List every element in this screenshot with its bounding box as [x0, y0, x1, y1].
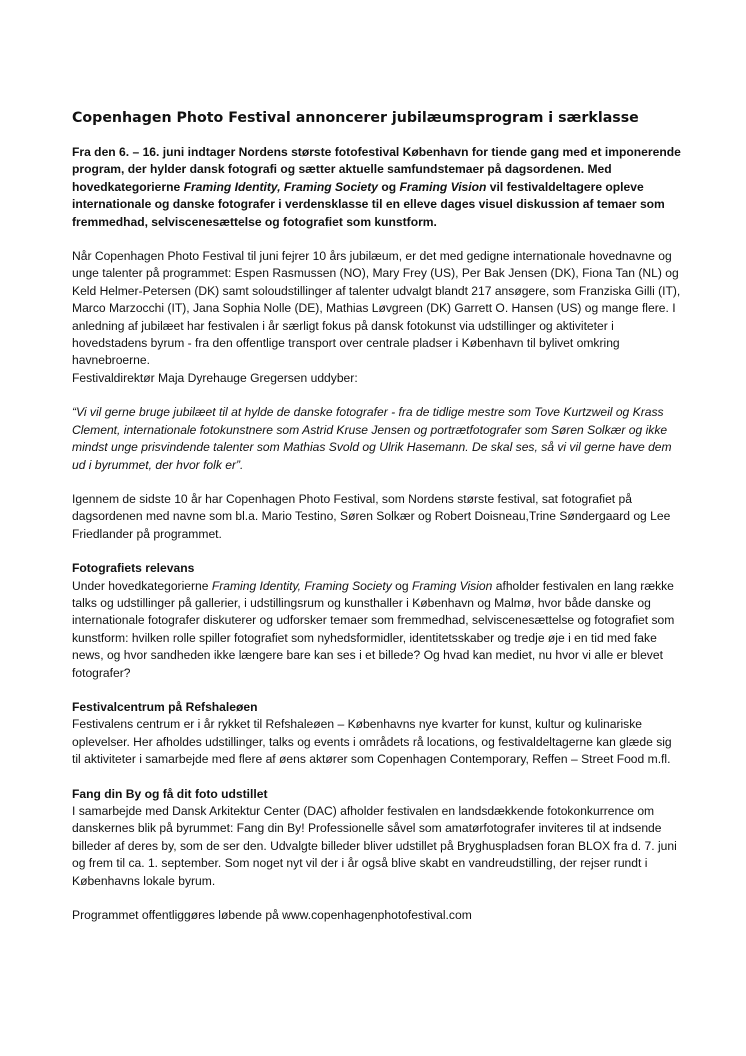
director-line: Festivaldirektør Maja Dyrehauge Gregersen uddyber: — [72, 370, 358, 385]
lead-text-1: Fra den 6. – 16. juni indtager Nordens største fotofestival København for tiende gang med et imponerende program, der hylder dansk fotografi og sætter aktuelle samfundstemaer på dagsordenen. Med hovedkategorierne — [72, 145, 681, 194]
relevance-paragraph — [72, 578, 682, 682]
relevance-heading: Fotografiets relevans — [72, 561, 195, 576]
centre-section — [72, 699, 682, 769]
lead-paragraph — [72, 144, 682, 231]
intro-paragraph: Når Copenhagen Photo Festival til juni fejrer 10 års jubilæum, er det med gedigne internationale hovednavne og unge talenter på programmet: Espen Rasmussen (NO), Mary Frey (US), Per Bak Jensen (DK), Fiona Tan (NL) og Keld Helmer-Petersen (DK) samt soloudstillinger af talenter udvalgt blandt 217 ansøgere, som Franziska Gilli (IT), Marco Marzocchi (IT), Jana Sophia Nolle (DE), Mathias Løvgreen (DK) Garrett O. Hansen (US) og mange flere. I anledning af jubilæet har festivalen i år særligt fokus på dansk fotokunst via udstillinger og aktiviteter i hovedstadens byrum - fra den offentlige transport over centrale pladser i København til bylivet omkring havnebroerne. — [72, 249, 681, 368]
lead-text-2: vil festivaldeltagere opleve internationale og danske fotografer i verdensklasse til en elleve dages visuel diskussion af temaer som fremmedhad, selviscenesættelse og fotografiet som kunstform. — [72, 179, 665, 229]
lead-categories: Framing Identity, Framing Society — [183, 179, 379, 194]
relevance-post: afholder festivalen en lang række talks og udstillinger på gallerier, i udstillingsrum og kunsthaller i København og Malmø, hvor både danske og internationale fotografer diskuterer og udforsker temaer som fremmedhad, selviscenesættelse og fotografiet som kunstform: hvilken rolle spiller fotografiet som nyhedsformidler, identitetsskaber og tredje øje i en tid med fake news, og hvor sandheden ikke længere bare kan ses i et billede? Og hvad kan mediet, nu hvor vi alle er blevet fotografer? — [72, 578, 675, 680]
relevance-vision: Framing Vision — [411, 578, 493, 593]
history-paragraph: Igennem de sidste 10 år har Copenhagen Photo Festival, som Nordens største festival, sat fotografiet på dagsordenen med navne som bl.a. Mario Testino, Søren Solkær og Robert Doisneau,Trine Søndergaard og Lee Friedlander på programmet. — [72, 491, 671, 541]
director-quote: “Vi vil gerne bruge jubilæet til at hylde de danske fotografer - fra de tidlige mestre som Tove Kurtzweil og Krass Clement, internationale fotokunstnere som Astrid Kruse Jensen og portrætfotografer som Søren Solkær og ikke mindst unge prisvindende talenter som Mathias Svold og Ulrik Hasemann. De skal ses, så vi vil gerne have dem ud i byrummet, der hvor folk er”. — [72, 405, 672, 472]
centre-heading: Festivalcentrum på Refshaleøen — [72, 699, 258, 714]
lead-vision: Framing Vision — [399, 179, 487, 194]
relevance-pre: Under hovedkategorierne — [72, 578, 212, 593]
competition-section — [72, 786, 682, 890]
competition-paragraph: I samarbejde med Dansk Arkitektur Center (DAC) afholder festivalen en landsdækkende fotokonkurrence om danskernes blik på byrummet: Fang din By! Professionelle såvel som amatørfotografer inviteres til at indsende billeder af deres by, som de ser den. Udvalgte billeder bliver udstillet på Bryghuspladsen foran BLOX fra d. 7. juni og frem til ca. 1. september. Som noget nyt vil der i år også blive skabt en vandreudstilling, der rejser rundt i Københavns lokale byrum. — [72, 804, 677, 888]
footer-note: Programmet offentliggøres løbende på www.copenhagenphotofestival.com — [72, 908, 472, 923]
centre-paragraph: Festivalens centrum er i år rykket til Refshaleøen – Københavns nye kvarter for kunst, kultur og kulinariske oplevelser. Her afholdes udstillinger, talks og events i områdets rå locations, og festivaldeltagerne kan glæde sig til aktiviteter i samarbejde med flere af øens aktører som Copenhagen Contemporary, Reffen – Street Food m.fl. — [72, 717, 672, 767]
competition-heading: Fang din By og få dit foto udstillet — [72, 786, 268, 801]
document-body — [72, 108, 682, 924]
relevance-section — [72, 560, 682, 682]
page-title: Copenhagen Photo Festival annoncerer jubilæumsprogram i særklasse — [72, 110, 639, 126]
lead-and: og — [378, 179, 400, 194]
relevance-and: og — [391, 578, 412, 593]
relevance-categories: Framing Identity, Framing Society — [211, 578, 392, 593]
